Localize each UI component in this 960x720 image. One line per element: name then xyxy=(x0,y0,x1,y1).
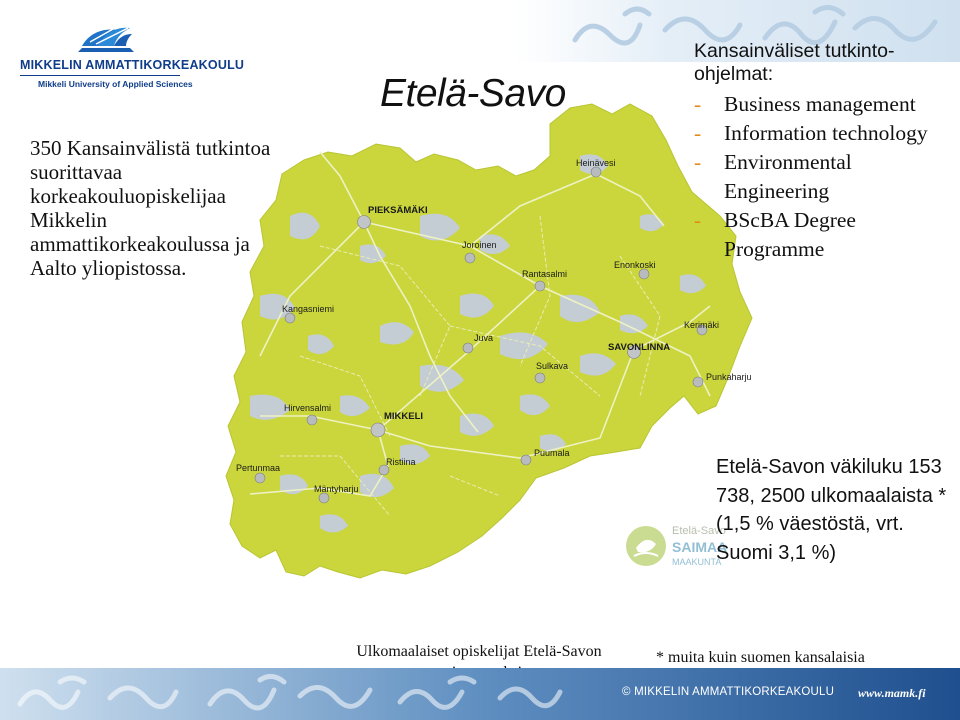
caption-text: Ulkomaalaiset opiskelijat Etelä-Savon xyxy=(356,643,602,660)
saimaa-logo-line2: SAIMAA xyxy=(672,539,728,555)
town-label: Kangasniemi xyxy=(282,304,335,314)
town-label: Joroinen xyxy=(462,240,497,250)
programs-box xyxy=(694,40,954,264)
town-label: Mäntyharju xyxy=(314,484,359,494)
program-label: Business management xyxy=(724,92,916,116)
programs-list xyxy=(694,90,954,264)
logo-divider xyxy=(20,75,180,76)
program-item xyxy=(694,119,954,148)
town-label: Punkaharju xyxy=(706,372,752,382)
footer-url[interactable]: www.mamk.fi xyxy=(858,686,926,700)
town-label: Heinävesi xyxy=(576,158,616,168)
saimaa-logo-line3: MAAKUNTA xyxy=(672,557,722,567)
town-label: Sulkava xyxy=(536,361,569,371)
town-label: Enonkoski xyxy=(614,260,656,270)
logo-name: MIKKELIN AMMATTIKORKEAKOULU xyxy=(20,58,245,72)
page-title: Etelä-Savo xyxy=(380,72,566,115)
town-label: Juva xyxy=(474,333,494,343)
logo-subtitle: Mikkeli University of Applied Sciences xyxy=(38,79,193,89)
town-label: Hirvensalmi xyxy=(284,403,332,413)
town-label: Pertunmaa xyxy=(236,463,281,473)
mamk-logo-icon xyxy=(76,18,136,56)
town-label: Ristiina xyxy=(386,457,416,467)
bullet-dash-icon: - xyxy=(694,150,702,174)
bullet-dash-icon: - xyxy=(694,121,702,145)
etela-savo-map xyxy=(220,96,770,586)
bullet-dash-icon: - xyxy=(694,92,702,116)
program-item xyxy=(694,206,954,264)
program-label: Environmental Engineering xyxy=(724,150,852,203)
footer-org: © MIKKELIN AMMATTIKORKEAKOULU xyxy=(622,686,835,698)
bullet-dash-icon: - xyxy=(694,208,702,232)
program-label: BScBA Degree Programme xyxy=(724,208,856,261)
saimaa-logo-line1: Etelä-Savo xyxy=(672,525,726,537)
town-label: Puumala xyxy=(534,448,570,458)
town-label: MIKKELI xyxy=(384,411,424,422)
footnote: * muita kuin suomen kansalaisia xyxy=(656,649,865,666)
program-item xyxy=(694,148,954,206)
population-text: Etelä-Savon väkiluku 153 738, 2500 ulkomaalaista * (1,5 % väestöstä, vrt. Suomi 3,1 %) xyxy=(716,456,947,564)
town-label: Kerimäki xyxy=(684,320,720,330)
town-label: SAVONLINNA xyxy=(608,342,671,353)
program-label: Information technology xyxy=(724,121,928,145)
student-count-text: 350 Kansainvälistä tutkintoa suorittavaa korkeakouluopiskelijaa Mikkelin ammattikorkeakoulussa ja Aalto yliopistossa. xyxy=(30,136,271,280)
program-item xyxy=(694,90,954,119)
town-label: PIEKSÄMÄKI xyxy=(368,205,428,216)
town-label: Rantasalmi xyxy=(522,269,568,279)
programs-heading: Kansainväliset tutkinto-ohjelmat: xyxy=(694,40,895,85)
